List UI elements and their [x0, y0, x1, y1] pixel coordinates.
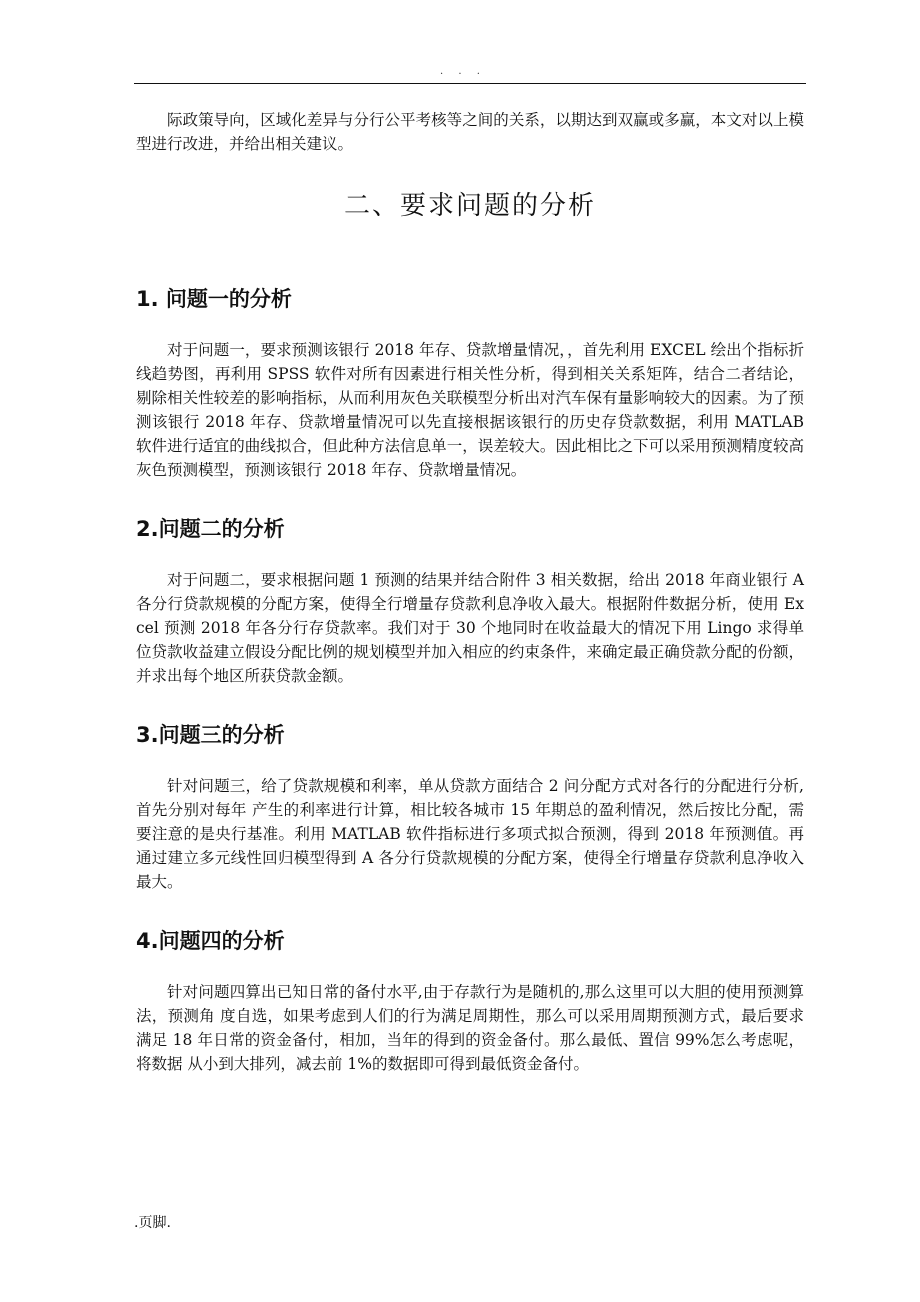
- header-marks: . . .: [440, 66, 486, 77]
- page-header: [0, 0, 920, 90]
- header-rule: [134, 83, 806, 84]
- subsection-2-heading: 2.问题二的分析: [136, 517, 285, 541]
- subsection-3-body: 针对问题三，给了贷款规模和利率，单从贷款方面结合 2 问分配方式对各行的分配进行分析,首先分别对每年 产生的利率进行计算，相比较各城市 15 年期总的盈利情况，然后按比分配，需要注意的是央行基准。利用 MATLAB 软件指标进行多项式拟合预测，得到 2018 年预测值。再通过建立多元线性回归模型得到 A 各分行贷款规模的分配方案，使得全行增量存贷款利息净收入最大。: [136, 777, 804, 891]
- subsection-2-body: 对于问题二，要求根据问题 1 预测的结果并结合附件 3 相关数据，给出 2018 年商业银行 A 各分行贷款规模的分配方案，使得全行增量存贷款利息净收入最大。根据附件数据分析，使用 Excel 预测 2018 年各分行存贷款率。我们对于 30 个地同时在收益最大的情况下用 Lingo 求得单位贷款收益建立假设分配比例的规划模型并加入相应的约束条件，来确定最正确贷款分配的份额，并求出每个地区所获贷款金额。: [136, 571, 804, 685]
- document-body: [136, 108, 804, 1076]
- subsection-4-heading: 4.问题四的分析: [136, 929, 285, 953]
- page-footer: .页脚.: [134, 1215, 171, 1231]
- subsection-1-body: 对于问题一，要求预测该银行 2018 年存、贷款增量情况，，首先利用 EXCEL 绘出个指标折线趋势图，再利用 SPSS 软件对所有因素进行相关性分析，得到相关关系矩阵，结合二者结论，剔除相关性较差的影响指标，从而利用灰色关联模型分析出对汽车保有量影响较大的因素。为了预测该银行 2018 年存、贷款增量情况可以先直接根据该银行的历史存贷款数据，利用 MATLAB 软件进行适宜的曲线拟合，但此种方法信息单一，误差较大。因此相比之下可以采用预测精度较高灰色预测模型，预测该银行 2018 年存、贷款增量情况。: [136, 341, 804, 479]
- subsection-1-heading: 1. 问题一的分析: [136, 287, 292, 311]
- intro-paragraph: 际政策导向，区域化差异与分行公平考核等之间的关系，以期达到双赢或多赢，本文对以上模型进行改进，并给出相关建议。: [136, 111, 804, 153]
- subsection-4-body: 针对问题四算出已知日常的备付水平,由于存款行为是随机的,那么这里可以大胆的使用预测算法，预测角 度自选，如果考虑到人们的行为满足周期性，那么可以采用周期预测方式，最后要求满足 18 年日常的资金备付，相加，当年的得到的资金备付。那么最低、置信 99%怎么考虑呢，将数据 从小到大排列，减去前 1%的数据即可得到最低资金备付。: [136, 983, 804, 1073]
- section-title: 二、要求问题的分析: [343, 191, 596, 221]
- subsection-3-heading: 3.问题三的分析: [136, 723, 285, 747]
